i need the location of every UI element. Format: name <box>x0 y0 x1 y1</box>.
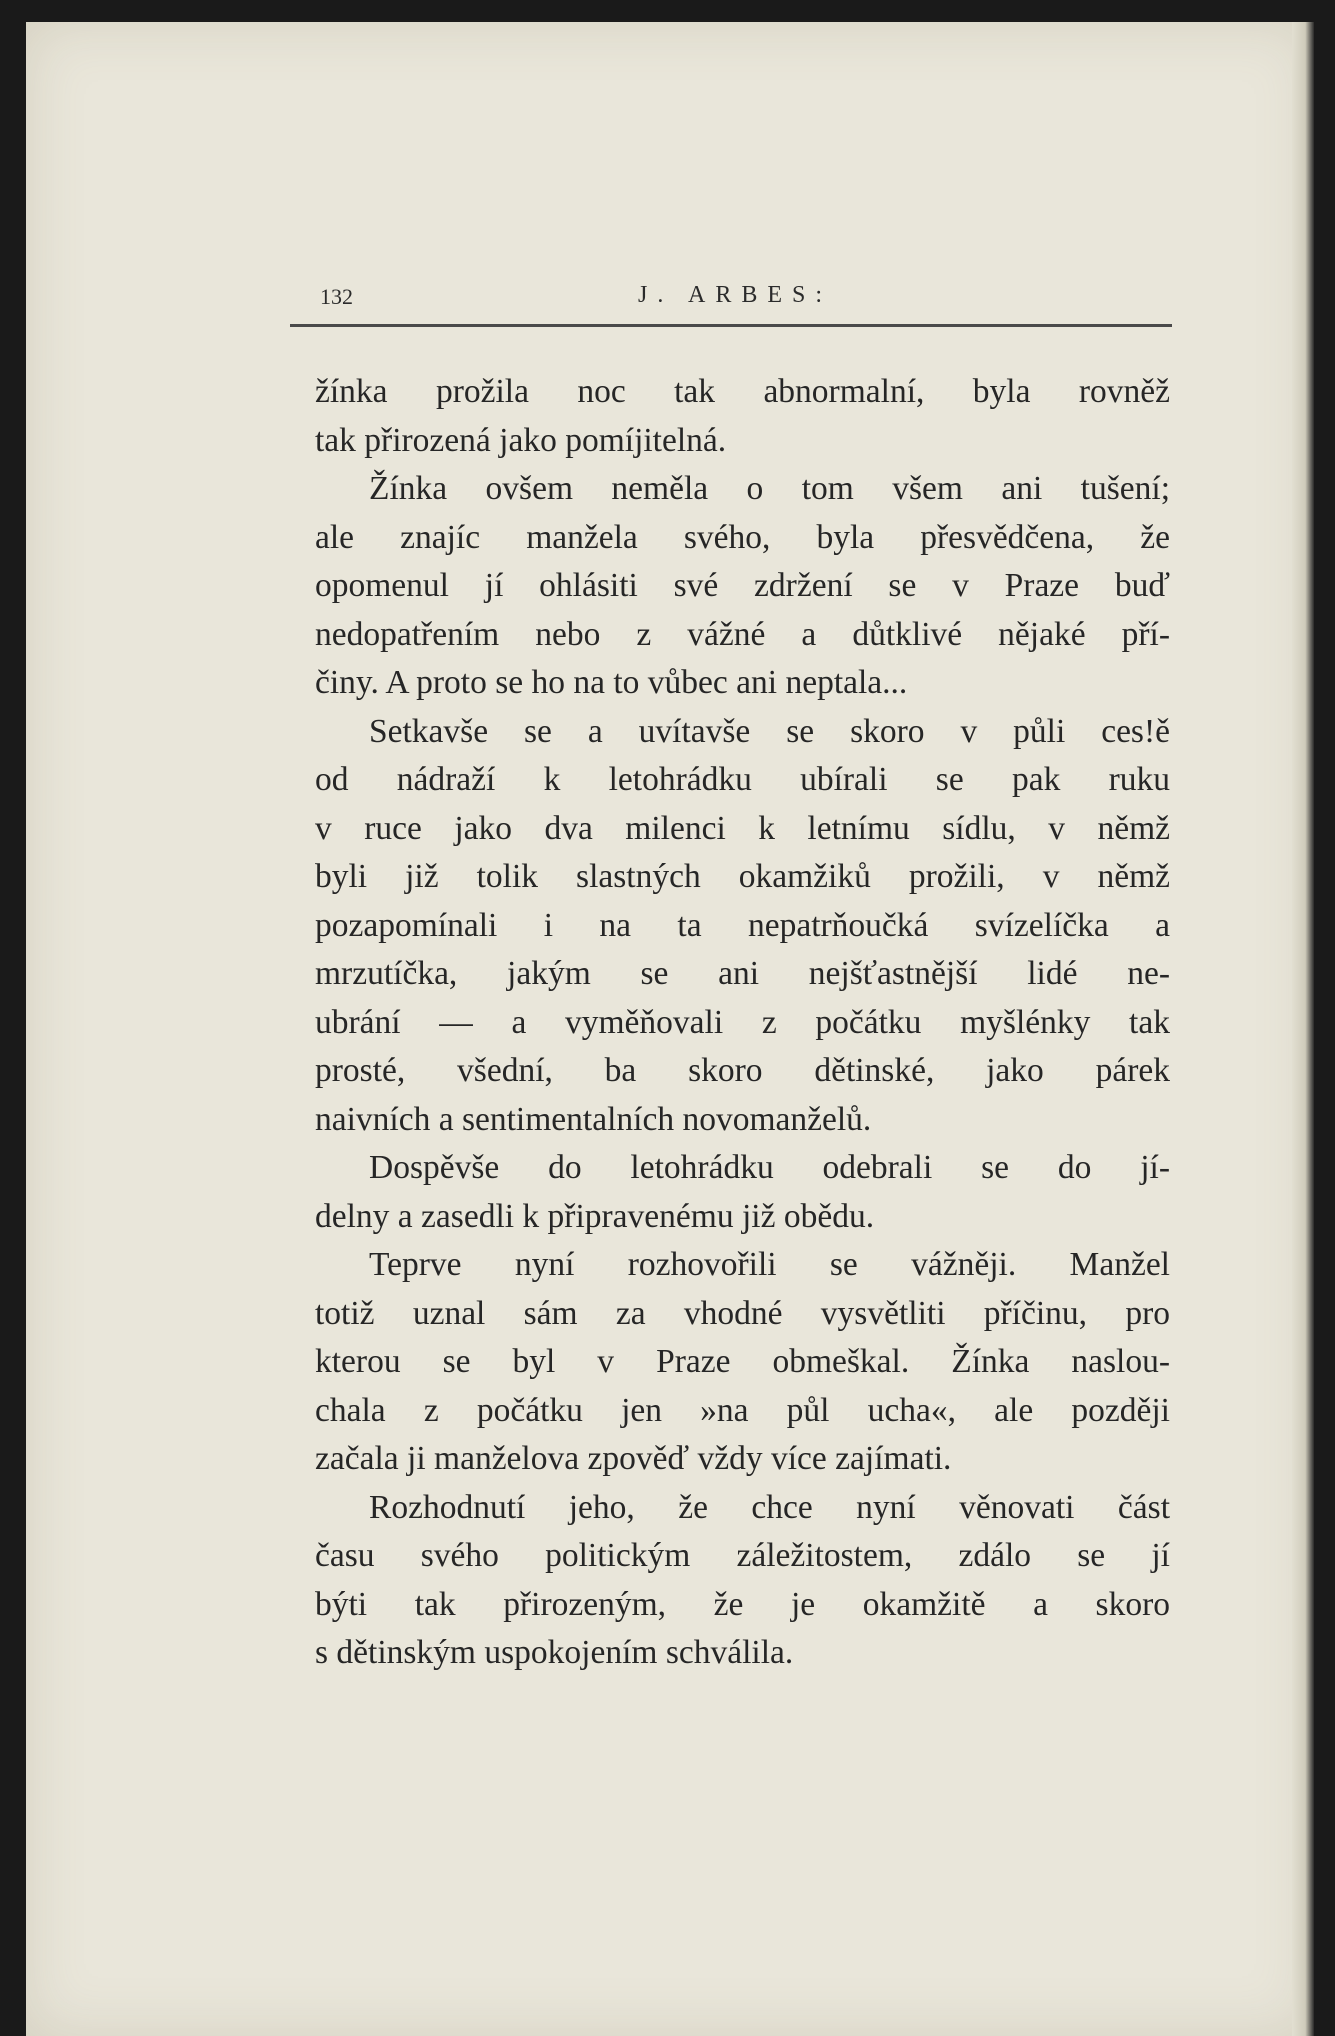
text-line: pozapomínali i na ta nepatrňoučká svízelíčka a <box>315 906 1170 944</box>
text-line: delny a zasedli k připravenému již obědu. <box>315 1197 875 1235</box>
text-line: ubrání — a vyměňovali z počátku myšlénky tak <box>315 1003 1170 1041</box>
running-head-author: J. ARBES: <box>638 282 833 308</box>
text-line: totiž uznal sám za vhodné vysvětliti příčinu, pro <box>315 1294 1170 1332</box>
text-line: činy. A proto se ho na to vůbec ani neptala... <box>315 664 908 701</box>
text-line: naivních a sentimentalních novomanželů. <box>315 1100 872 1138</box>
page-edge-shadow <box>1292 22 1314 2036</box>
text-line: času svého politickým záležitostem, zdálo se jí <box>315 1537 1170 1574</box>
text-line: Rozhodnutí jeho, že chce nyní věnovati část <box>369 1488 1170 1526</box>
text-line: Žínka ovšem neměla o tom všem ani tušení; <box>369 470 1170 507</box>
text-line: byli již tolik slastných okamžiků prožili, v němž <box>315 858 1170 895</box>
text-line: kterou se byl v Praze obmeškal. Žínka naslou- <box>315 1343 1170 1380</box>
text-line: Setkavše se a uvítavše se skoro v půli ces!ě <box>369 712 1170 750</box>
page-header <box>290 278 1172 318</box>
text-line: začala ji manželova zpověď vždy více zajímati. <box>315 1440 952 1477</box>
text-line: ale znajíc manžela svého, byla přesvědčena, že <box>315 518 1170 556</box>
body-text <box>315 368 1170 1678</box>
text-line: žínka prožila noc tak abnormalní, byla rovněž <box>315 373 1170 410</box>
text-line: Teprve nyní rozhovořili se vážněji. Manžel <box>369 1246 1170 1283</box>
text-line: chala z počátku jen »na půl ucha«, ale později <box>315 1391 1170 1429</box>
text-line: v ruce jako dva milenci k letnímu sídlu, v němž <box>315 809 1170 847</box>
text-line: od nádraží k letohrádku ubírali se pak ruku <box>315 761 1170 798</box>
header-rule <box>290 324 1172 327</box>
text-line: s dětinským uspokojením schválila. <box>315 1634 794 1671</box>
text-line: prosté, všední, ba skoro dětinské, jako párek <box>315 1052 1170 1089</box>
page-number: 132 <box>320 284 353 309</box>
text-line: tak přirozená jako pomíjitelná. <box>315 421 727 459</box>
text-line: Dospěvše do letohrádku odebrali se do jí- <box>369 1149 1170 1186</box>
text-line: opomenul jí ohlásiti své zdržení se v Praze buď <box>315 567 1170 604</box>
text-line: nedopatřením nebo z vážné a důtklivé nějaké pří- <box>315 615 1170 653</box>
text-line: býti tak přirozeným, že je okamžitě a skoro <box>315 1585 1170 1623</box>
text-line: mrzutíčka, jakým se ani nejšťastnější lidé ne- <box>315 955 1170 992</box>
